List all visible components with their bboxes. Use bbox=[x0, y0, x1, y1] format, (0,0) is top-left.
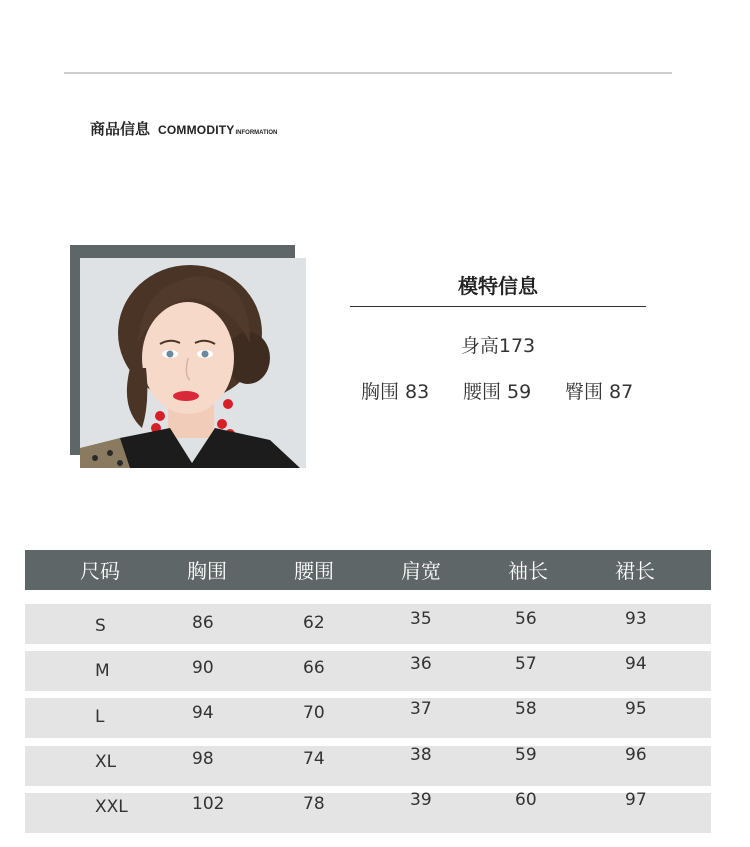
model-photo bbox=[80, 258, 306, 468]
section-title bbox=[90, 118, 277, 139]
table-row bbox=[25, 790, 711, 833]
cell-dress-length: 94 bbox=[625, 654, 647, 674]
model-info-divider bbox=[350, 306, 646, 307]
cell-size: M bbox=[95, 661, 110, 681]
cell-shoulder: 35 bbox=[410, 609, 432, 629]
cell-dress-length: 96 bbox=[625, 745, 647, 765]
cell-waist: 78 bbox=[303, 794, 325, 814]
model-portrait-image bbox=[80, 258, 306, 468]
model-hip: 臀围 87 bbox=[565, 381, 634, 403]
header-size: 尺码 bbox=[80, 559, 120, 583]
cell-shoulder: 38 bbox=[410, 745, 432, 765]
cell-sleeve: 59 bbox=[515, 745, 537, 765]
table-row bbox=[25, 698, 711, 738]
model-waist: 腰围 59 bbox=[463, 381, 532, 403]
cell-size: L bbox=[95, 707, 105, 727]
section-title-en: COMMODITY bbox=[158, 123, 235, 137]
cell-shoulder: 39 bbox=[410, 790, 432, 810]
cell-size: XXL bbox=[95, 797, 128, 817]
cell-waist: 62 bbox=[303, 613, 325, 633]
header-dress-length: 裙长 bbox=[615, 559, 655, 583]
cell-dress-length: 97 bbox=[625, 790, 647, 810]
cell-waist: 70 bbox=[303, 703, 325, 723]
table-row bbox=[25, 746, 711, 786]
header-waist: 腰围 bbox=[294, 559, 334, 583]
top-divider bbox=[64, 72, 672, 74]
header-shoulder: 肩宽 bbox=[401, 559, 441, 583]
header-bust: 胸围 bbox=[187, 559, 227, 583]
table-row bbox=[25, 651, 711, 691]
cell-waist: 66 bbox=[303, 658, 325, 678]
model-height: 身高173 bbox=[460, 335, 536, 357]
cell-bust: 94 bbox=[192, 703, 214, 723]
cell-size: XL bbox=[95, 752, 117, 772]
cell-waist: 74 bbox=[303, 749, 325, 769]
cell-shoulder: 36 bbox=[410, 654, 432, 674]
cell-sleeve: 56 bbox=[515, 609, 537, 629]
cell-size: S bbox=[95, 616, 106, 636]
model-info-title: 模特信息 bbox=[458, 274, 538, 298]
cell-dress-length: 93 bbox=[625, 609, 647, 629]
cell-bust: 98 bbox=[192, 749, 214, 769]
header-sleeve: 袖长 bbox=[508, 559, 548, 583]
cell-sleeve: 57 bbox=[515, 654, 537, 674]
section-title-cn: 商品信息 bbox=[90, 120, 151, 138]
cell-bust: 86 bbox=[192, 613, 214, 633]
cell-bust: 102 bbox=[192, 794, 225, 814]
model-bust: 胸围 83 bbox=[361, 381, 430, 403]
cell-dress-length: 95 bbox=[625, 699, 647, 719]
table-row bbox=[25, 604, 711, 644]
cell-sleeve: 60 bbox=[515, 790, 537, 810]
cell-sleeve: 58 bbox=[515, 699, 537, 719]
size-table-header bbox=[25, 550, 711, 590]
cell-shoulder: 37 bbox=[410, 699, 432, 719]
section-title-en-small: INFORMATION bbox=[235, 130, 278, 136]
cell-bust: 90 bbox=[192, 658, 214, 678]
